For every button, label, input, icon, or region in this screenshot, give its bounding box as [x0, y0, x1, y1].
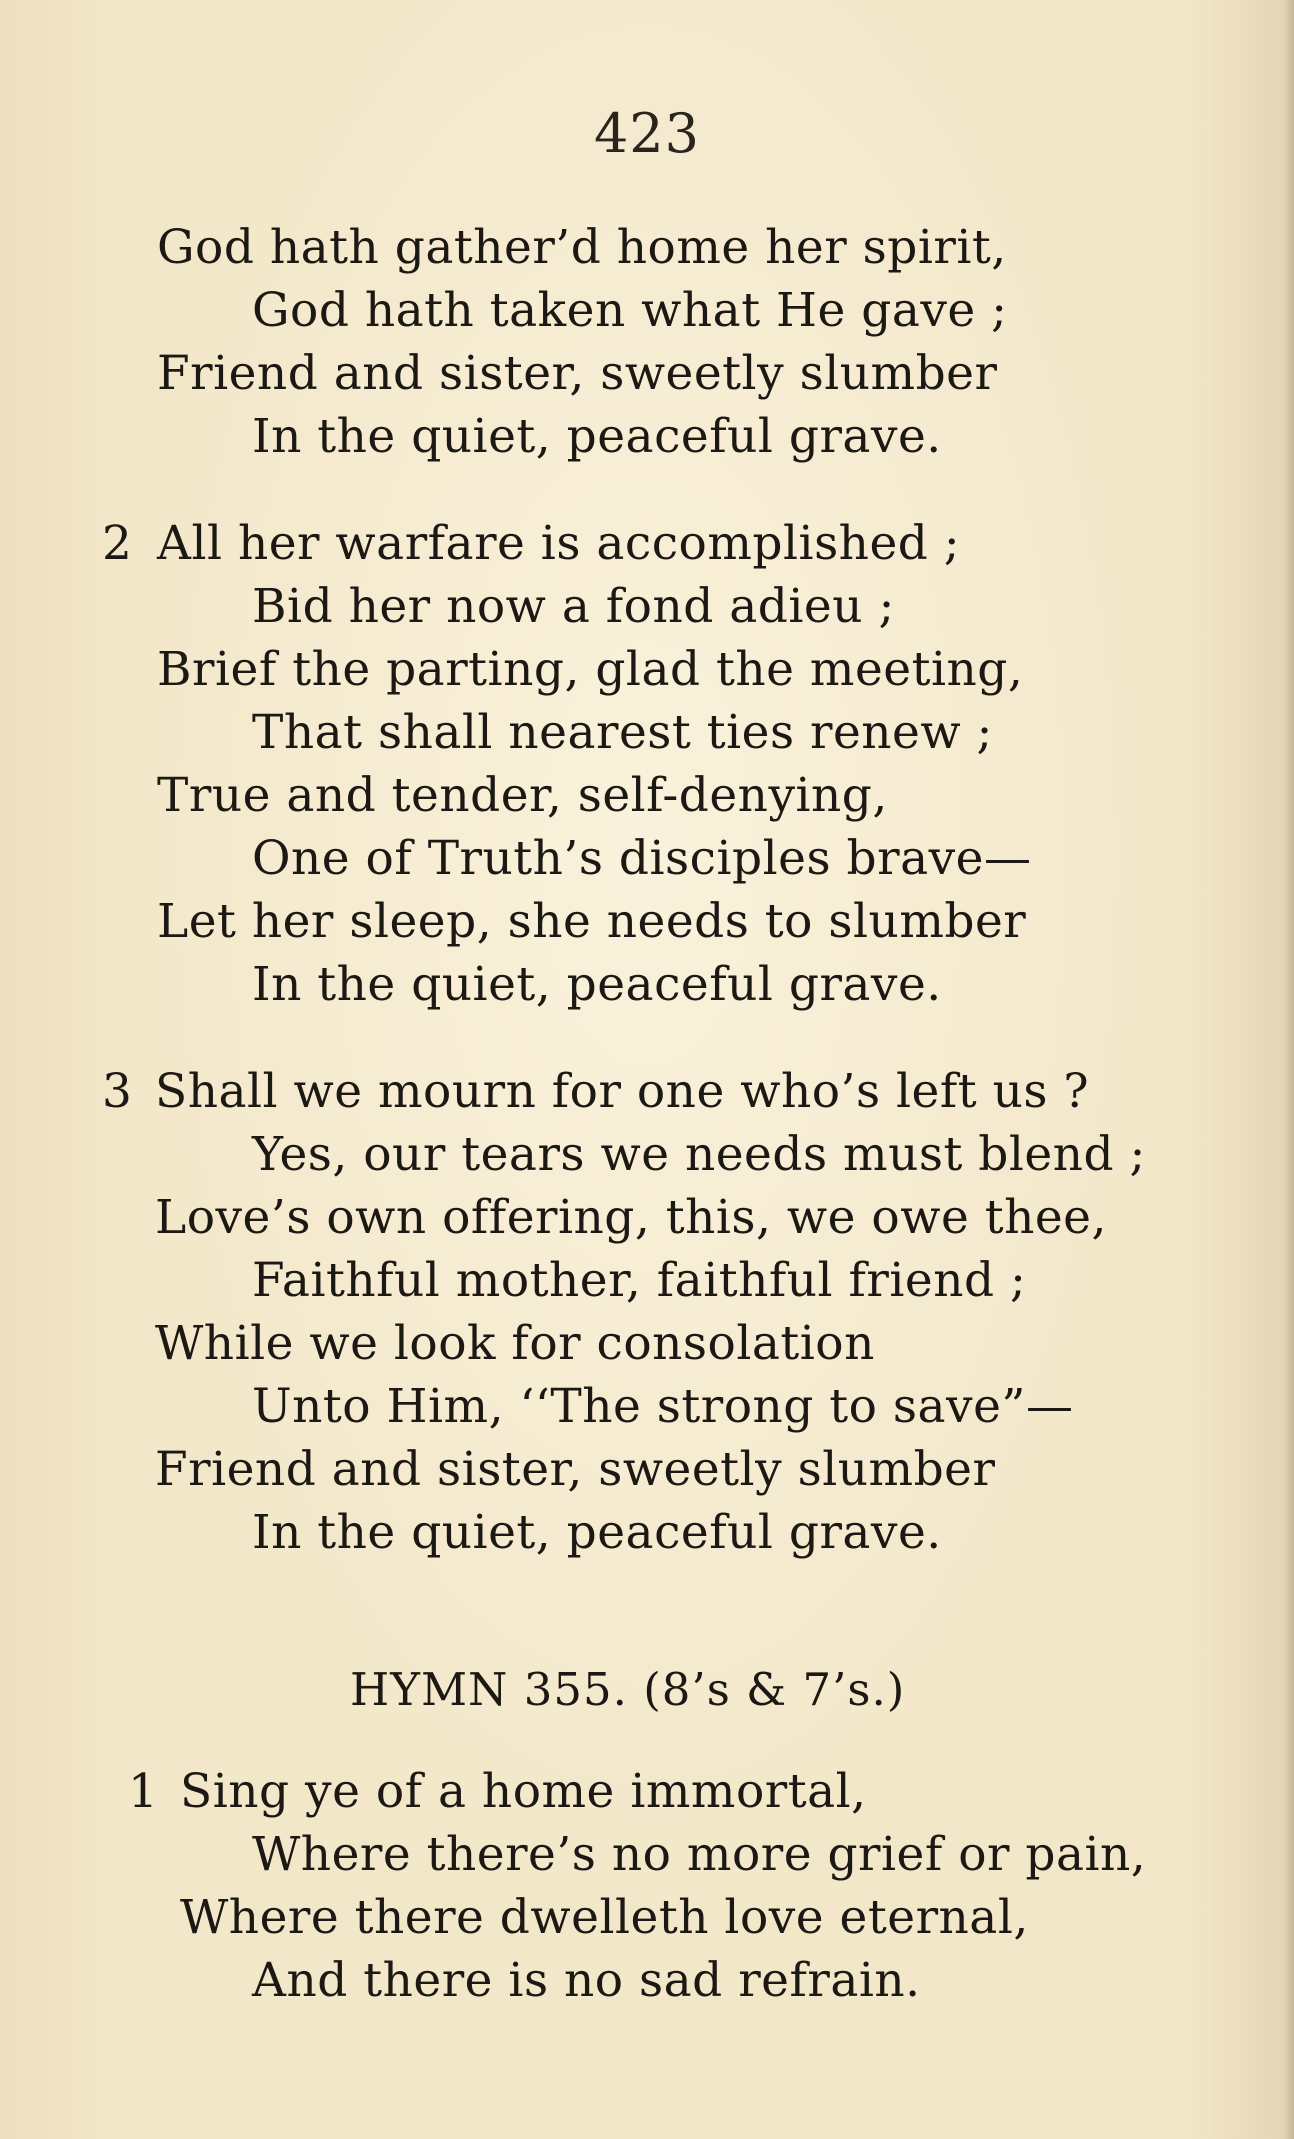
verse-line: Love’s own offering, this, we owe thee, [155, 1190, 1107, 1245]
verse-line: Friend and sister, sweetly slumber [157, 346, 998, 401]
verse-line: That shall nearest ties renew ; [252, 705, 993, 760]
verse-line: In the quiet, peaceful grave. [252, 1505, 942, 1560]
stanza-number: 3 [102, 1064, 132, 1119]
verse-line: Friend and sister, sweetly slumber [155, 1442, 996, 1497]
verse-line: All her warfare is accomplished ; [157, 516, 961, 571]
verse-line: Sing ye of a home immortal, [180, 1764, 867, 1819]
verse-line: While we look for consolation [155, 1316, 875, 1371]
verse-line: Yes, our tears we needs must blend ; [252, 1127, 1146, 1182]
verse-line: Bid her now a fond adieu ; [252, 579, 895, 634]
page-number: 423 [593, 102, 701, 165]
verse-line: In the quiet, peaceful grave. [252, 409, 942, 464]
verse-line: Faithful mother, faithful friend ; [252, 1253, 1027, 1308]
verse-line: And there is no sad refrain. [252, 1953, 921, 2008]
verse-line: Where there’s no more grief or pain, [252, 1827, 1147, 1882]
verse-line: In the quiet, peaceful grave. [252, 957, 942, 1012]
verse-line: God hath taken what He gave ; [252, 283, 1008, 338]
verse-line: Unto Him, ‘‘The strong to save”— [252, 1379, 1074, 1434]
verse-line: Shall we mourn for one who’s left us ? [155, 1064, 1090, 1119]
verse-line: Let her sleep, she needs to slumber [157, 894, 1027, 949]
page-edge-shadow [1284, 0, 1294, 2139]
stanza-number: 1 [128, 1764, 158, 1819]
verse-line: Where there dwelleth love eternal, [180, 1890, 1029, 1945]
verse-line: God hath gather’d home her spirit, [157, 220, 1007, 275]
hymn-heading: HYMN 355. (8’s & 7’s.) [350, 1663, 906, 1716]
verse-line: True and tender, self-denying, [157, 768, 888, 823]
stanza-number: 2 [102, 516, 132, 571]
verse-line: Brief the parting, glad the meeting, [157, 642, 1024, 697]
verse-line: One of Truth’s disciples brave— [252, 831, 1032, 886]
